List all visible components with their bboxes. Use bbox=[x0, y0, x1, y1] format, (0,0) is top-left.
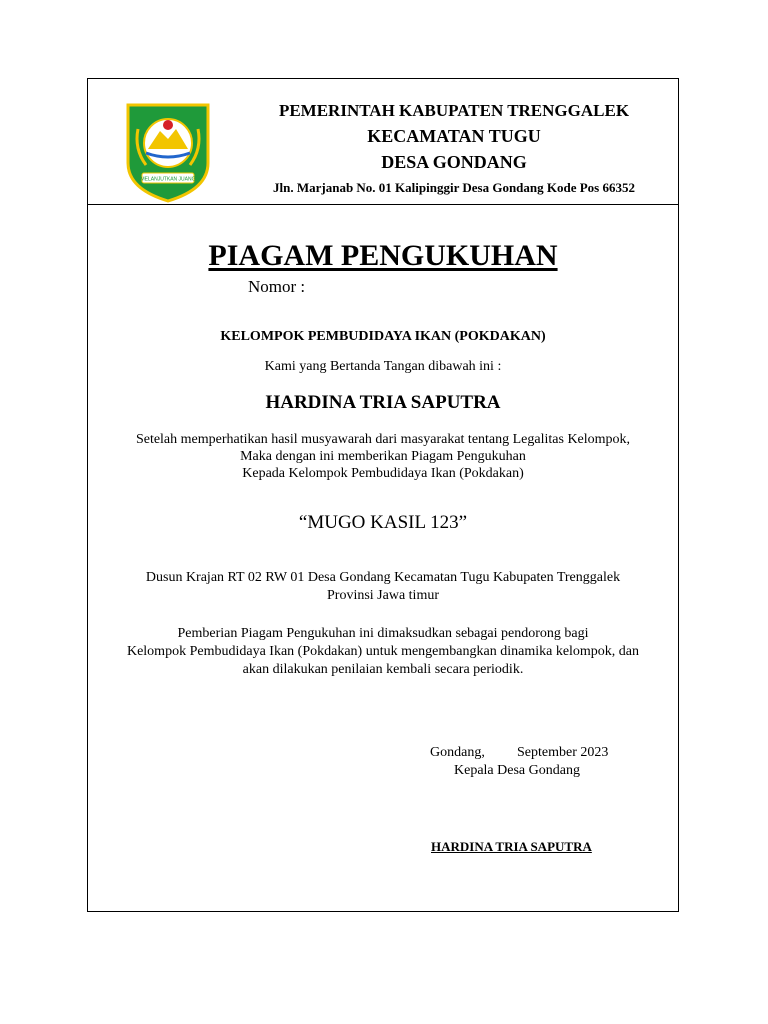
address-line: Dusun Krajan RT 02 RW 01 Desa Gondang Kecamatan Tugu Kabupaten Trenggalek bbox=[145, 570, 621, 585]
paragraph-line: Setelah memperhatikan hasil musyawarah dari masyarakat tentang Legalitas Kelompok, bbox=[135, 432, 631, 447]
signer-name-heading: HARDINA TRIA SAPUTRA bbox=[265, 392, 501, 413]
village-name: DESA GONDANG bbox=[381, 152, 527, 172]
paragraph-line: Maka dengan ini memberikan Piagam Pengukuhan bbox=[240, 449, 526, 464]
office-address: Jln. Marjanab No. 01 Kalipinggir Desa Gondang Kode Pos 66352 bbox=[273, 180, 635, 195]
letterhead-text bbox=[228, 99, 680, 199]
address-line: Provinsi Jawa timur bbox=[327, 588, 439, 603]
trenggalek-regency-logo bbox=[124, 99, 212, 203]
certificate-frame bbox=[87, 78, 679, 912]
signature-name: HARDINA TRIA SAPUTRA bbox=[431, 839, 592, 854]
paragraph-purpose bbox=[88, 625, 678, 679]
group-type: KELOMPOK PEMBUDIDAYA IKAN (POKDAKAN) bbox=[220, 329, 546, 344]
district-name: KECAMATAN TUGU bbox=[367, 126, 541, 146]
paragraph-line: Kepada Kelompok Pembudidaya Ikan (Pokdakan) bbox=[242, 466, 524, 481]
document-number-label: Nomor : bbox=[248, 277, 306, 296]
paragraph-line: Kelompok Pembudidaya Ikan (Pokdakan) untuk mengembangkan dinamika kelompok, dan bbox=[126, 644, 640, 659]
regency-name: PEMERINTAH KABUPATEN TRENGGALEK bbox=[278, 101, 630, 120]
group-address bbox=[88, 569, 678, 605]
intro-text: Kami yang Bertanda Tangan dibawah ini : bbox=[264, 359, 502, 374]
paragraph-consideration bbox=[88, 431, 678, 482]
signature-position: Kepala Desa Gondang bbox=[454, 763, 580, 778]
signature-place: Gondang, bbox=[430, 745, 485, 760]
signature-date: September 2023 bbox=[517, 745, 609, 760]
document-title: PIAGAM PENGUKUHAN bbox=[208, 239, 558, 272]
paragraph-line: Pemberian Piagam Pengukuhan ini dimaksudkan sebagai pendorong bagi bbox=[177, 626, 589, 641]
svg-text:MELANJUTKAN JUANG: MELANJUTKAN JUANG bbox=[140, 176, 196, 183]
letterhead bbox=[88, 79, 678, 205]
group-name: “MUGO KASIL 123” bbox=[298, 512, 468, 533]
paragraph-line: akan dilakukan penilaian kembali secara periodik. bbox=[242, 662, 524, 677]
